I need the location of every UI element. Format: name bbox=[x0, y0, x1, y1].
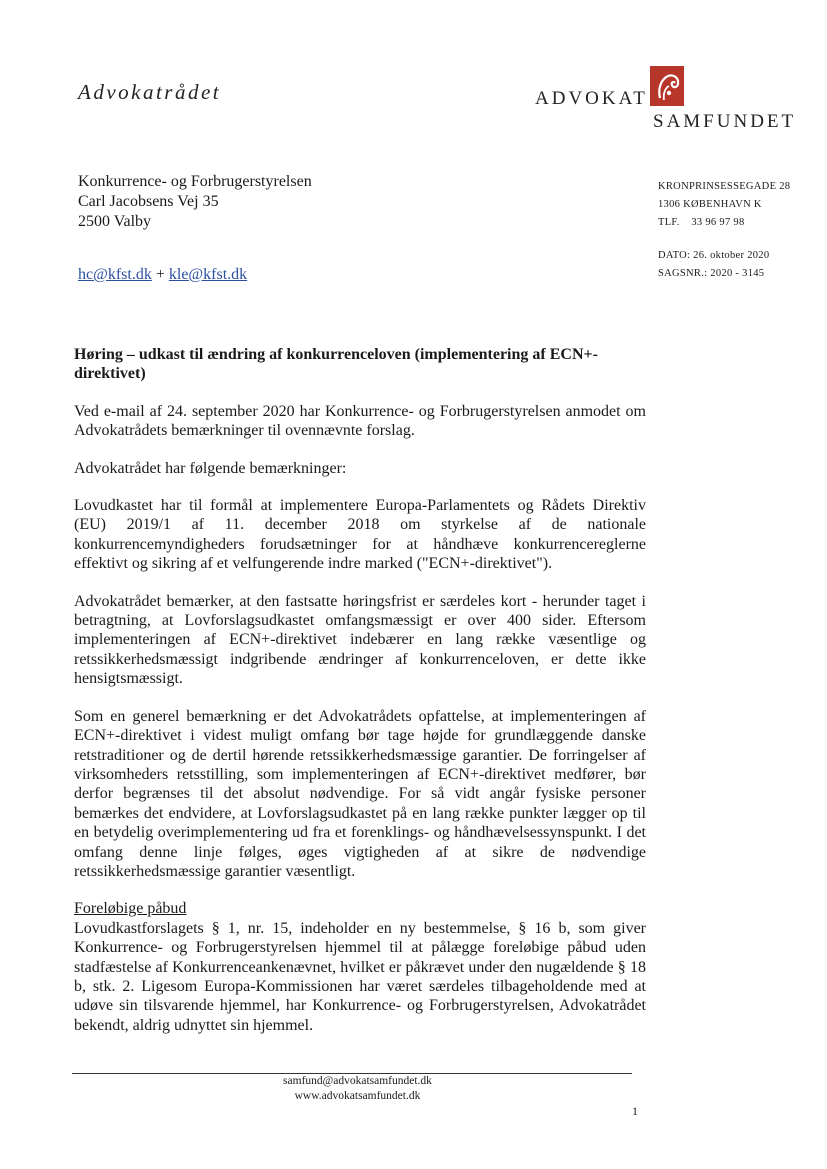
page-number: 1 bbox=[632, 1104, 638, 1118]
sender-phone: TLF. 33 96 97 98 bbox=[658, 217, 745, 228]
paragraph-5: Som en generel bemærkning er det Advokatrådets opfattelse, at implementeringen af ECN+-direktivet i videst muligt omfang bør tage højde for grundlæggende danske retstraditioner og de dertil hørende retssikkerhedsmæssige garantier. De forringelser af virksomheders retsstilling, som implementeringen af ECN+-direktivet medfører, bør derfor begrænses til det absolut nødvendige. For så vidt angår fysiske personer bemærkes det endvidere, at Lovforslagsudkastet på en lang række punkter lægger op til en betydelig overimplementering ud fra et forenklings- og håndhævelsessynspunkt. I det omfang denne linje følges, øges vigtigheden af at sikre de nødvendige retssikkerhedsmæssige garantier væsentligt. bbox=[74, 707, 646, 880]
recipient-emails bbox=[78, 266, 247, 284]
email-link-kle[interactable]: kle@kfst.dk bbox=[168, 266, 248, 283]
paragraph-1: Ved e-mail af 24. september 2020 har Konkurrence- og Forbrugerstyrelsen anmodet om Advokatrådets bemærkninger til ovennævnte forslag. bbox=[74, 402, 646, 440]
recipient-address bbox=[78, 172, 312, 232]
recipient-name: Konkurrence- og Forbrugerstyrelsen bbox=[78, 173, 312, 190]
advokatsamfundet-logo-icon bbox=[650, 66, 684, 106]
logo-samfundet-text: SAMFUNDET bbox=[653, 111, 797, 132]
footer bbox=[0, 1074, 715, 1104]
advokatraadet-script-title: Advokatrådet bbox=[78, 80, 222, 104]
paragraph-4: Advokatrådet bemærker, at den fastsatte høringsfrist er særdeles kort - herunder taget i betragtning, at Lovforslagsudkastet omfangsmæssigt er over 400 sider. Eftersom implementeringen af ECN+-direktivet indebærer en lang række væsentlige og retssikkerhedsmæssigt indgribende ændringer af konkurrenceloven, er dette ikke hensigtsmæssigt. bbox=[74, 592, 646, 688]
recipient-city: 2500 Valby bbox=[78, 213, 152, 230]
footer-website: www.advokatsamfundet.dk bbox=[294, 1090, 421, 1102]
letter-date: DATO: 26. oktober 2020 bbox=[658, 250, 770, 261]
letter-body bbox=[74, 345, 646, 1053]
email-separator: + bbox=[151, 266, 169, 283]
sender-city: 1306 KØBENHAVN K bbox=[658, 199, 762, 210]
footer-email: samfund@advokatsamfundet.dk bbox=[283, 1075, 432, 1087]
paragraph-6: Lovudkastforslagets § 1, nr. 15, indeholder en ny bestemmelse, § 16 b, som giver Konkurrence- og Forbrugerstyrelsen hjemmel til at pålægge foreløbige påbud uden stadfæstelse af Konkurrenceankenævnet, hvilket er påkrævet under den nugældende § 18 b, stk. 2. Ligesom Europa-Kommissionen har været særdeles tilbageholdende med at udøve sin tilsvarende hjemmel, har Konkurrence- og Forbrugerstyrelsen, Advokatrådet bekendt, aldrig udnyttet sin hjemmel. bbox=[74, 919, 646, 1034]
sender-street: KRONPRINSESSEGADE 28 bbox=[658, 181, 791, 192]
email-link-hc[interactable]: hc@kfst.dk bbox=[78, 266, 152, 283]
sender-info bbox=[658, 178, 790, 283]
recipient-street: Carl Jacobsens Vej 35 bbox=[78, 193, 219, 210]
paragraph-3: Lovudkastet har til formål at implementere Europa-Parlamentets og Rådets Direktiv (EU) 2019/1 af 11. december 2018 om styrkelse af de nationale konkurrencemyndigheders forudsætninger for at håndhæve konkurrencereglerne effektivt og sikring af et velfungerende indre marked ("ECN+-direktivet"). bbox=[74, 497, 646, 573]
case-number: SAGSNR.: 2020 - 3145 bbox=[658, 268, 765, 279]
section-heading: Foreløbige påbud bbox=[74, 900, 187, 918]
paragraph-2: Advokatrådet har følgende bemærkninger: bbox=[74, 459, 347, 477]
letter-subject: Høring – udkast til ændring af konkurrenceloven (implementering af ECN+-direktivet) bbox=[74, 346, 598, 383]
logo-advokat-text: ADVOKAT bbox=[535, 88, 648, 109]
